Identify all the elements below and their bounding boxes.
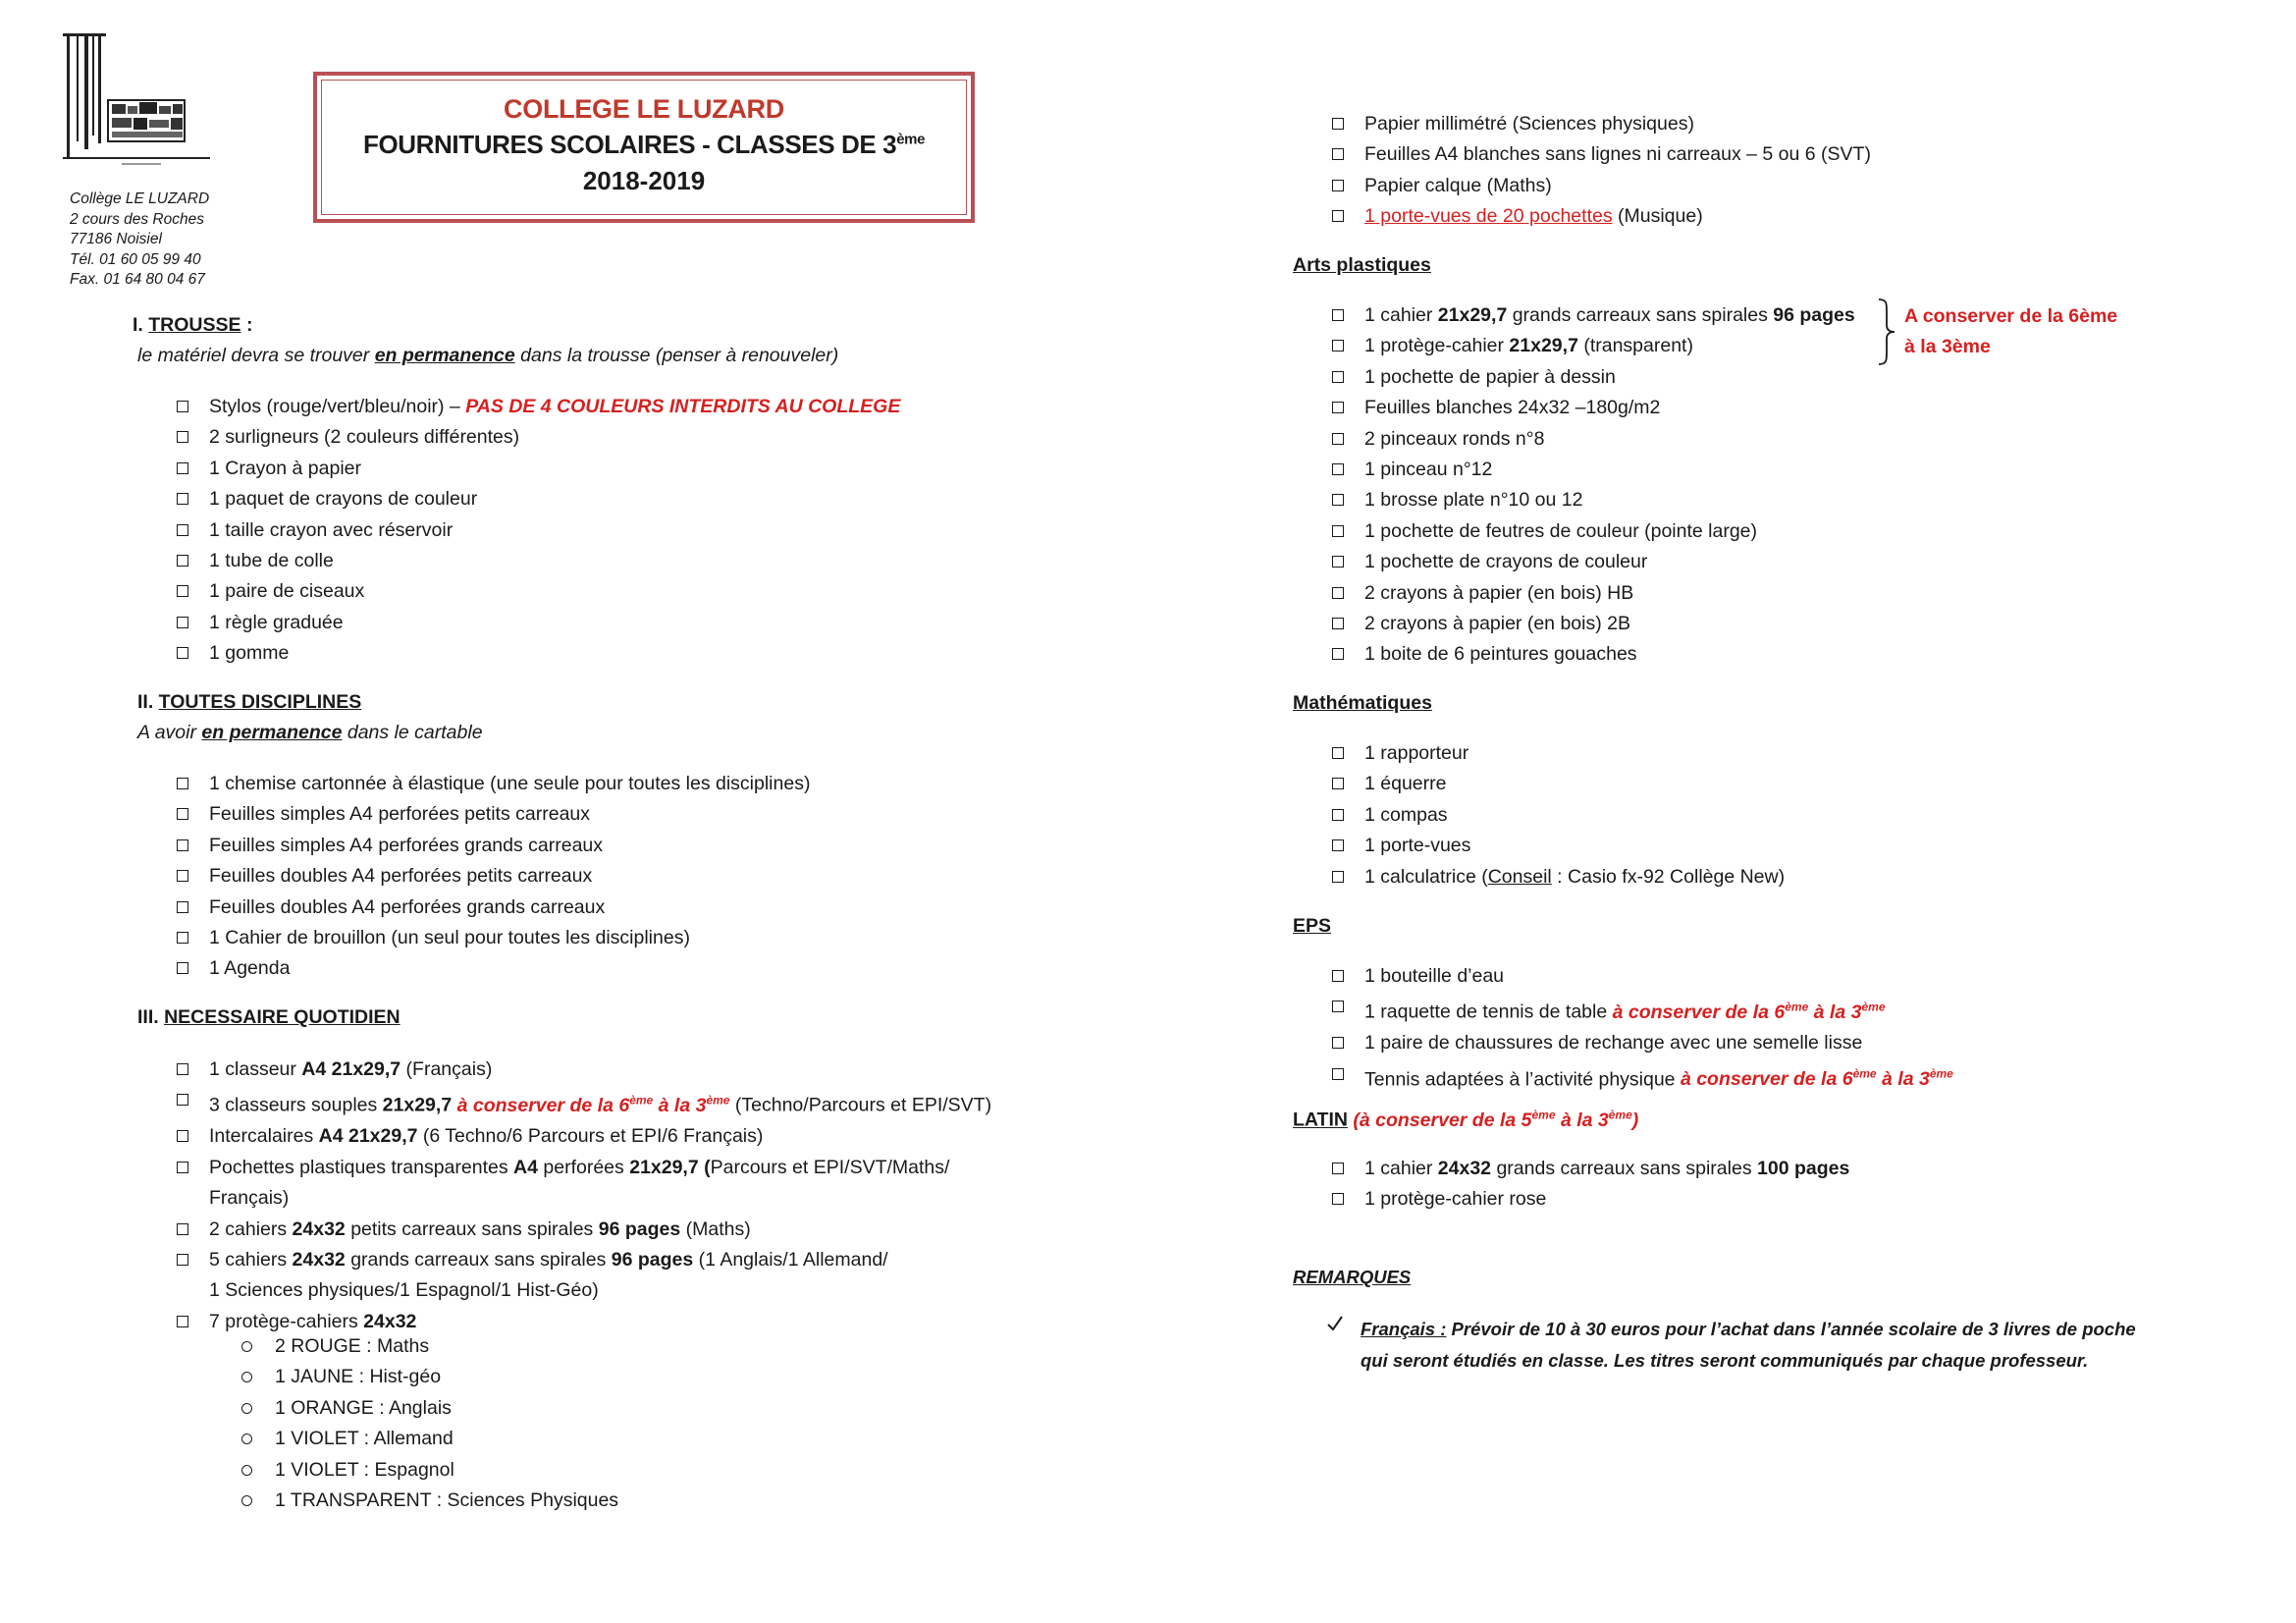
arts-plastiques-list xyxy=(1332,300,1855,671)
checkbox[interactable] xyxy=(1332,1001,1344,1012)
keep-note-line: à la 3ème xyxy=(1904,336,1991,358)
item-format: 24x32 xyxy=(292,1217,346,1240)
item-pages: 96 pages xyxy=(598,1217,681,1240)
list-item xyxy=(177,1055,991,1085)
item-text: 1 tube de colle xyxy=(209,550,334,572)
item-text: Feuilles simples A4 perforées grands carreaux xyxy=(209,834,604,856)
item-format: 24x32 xyxy=(1437,1158,1492,1179)
item-text: Intercalaires xyxy=(209,1125,319,1148)
keep-sup: ème xyxy=(1531,1108,1556,1121)
checkbox[interactable] xyxy=(1332,180,1344,191)
keep-sup: ème xyxy=(1861,1000,1886,1014)
item-text: Papier calque (Maths) xyxy=(1364,174,1552,196)
item-text: 2 ROUGE : Maths xyxy=(275,1335,430,1357)
checkmark-icon xyxy=(1327,1314,1343,1333)
school-name: COLLEGE LE LUZARD xyxy=(504,94,784,124)
list-item xyxy=(177,515,900,546)
keep-text: à conserver de la 6 xyxy=(1680,1068,1853,1091)
necessaire-list xyxy=(177,1055,991,1337)
item-format: 24x32 xyxy=(292,1248,346,1271)
item-text: 2 pinceaux ronds n°8 xyxy=(1364,427,1545,450)
checkbox[interactable] xyxy=(177,555,188,567)
item-format: 21x29,7 xyxy=(382,1094,453,1116)
list-item xyxy=(1332,424,1855,455)
item-text: 1 Cahier de brouillon (un seul pour toutes les disciplines) xyxy=(209,927,690,949)
logo-graphic xyxy=(63,33,210,171)
item-text: 1 pinceau n°12 xyxy=(1364,459,1493,481)
circle-bullet-icon xyxy=(241,1341,252,1352)
school-address xyxy=(70,189,209,291)
item-text: Pochettes plastiques transparentes xyxy=(209,1156,514,1178)
subtitle-emphasis: en permanence xyxy=(201,722,343,743)
title-sup: ème xyxy=(896,131,926,148)
checkbox[interactable] xyxy=(1332,148,1344,160)
section-title-latin xyxy=(1293,1108,1638,1132)
item-text: Tennis adaptées à l’activité physique xyxy=(1364,1068,1681,1091)
checkbox[interactable] xyxy=(1332,1163,1344,1174)
checkbox[interactable] xyxy=(177,431,188,443)
item-keep-note xyxy=(1681,1068,1953,1090)
toutes-disciplines-list xyxy=(177,769,810,985)
list-item xyxy=(177,769,810,799)
item-pages: 96 pages xyxy=(1773,304,1855,326)
item-text: 1 bouteille d’eau xyxy=(1364,965,1505,987)
list-item xyxy=(1332,862,1785,893)
sub-list-item xyxy=(241,1362,618,1392)
item-text: perforées xyxy=(537,1156,630,1178)
keep-sup: ème xyxy=(629,1093,654,1108)
keep-note-line: A conserver de la 6ème xyxy=(1904,305,2118,327)
item-text: grands carreaux sans spirales xyxy=(1507,304,1774,326)
item-text: 1 ORANGE : Anglais xyxy=(275,1396,452,1419)
list-item xyxy=(1332,109,1871,139)
item-text: 2 cahiers xyxy=(209,1217,293,1240)
item-text: Feuilles doubles A4 perforées petits carreaux xyxy=(209,865,593,888)
list-item xyxy=(1332,300,1855,331)
item-text: 1 compas xyxy=(1364,803,1448,826)
sub-list-item xyxy=(241,1424,618,1454)
list-item xyxy=(177,893,810,923)
list-item xyxy=(1332,578,1855,609)
subtitle-text: dans la trousse (penser à renouveler) xyxy=(514,345,839,366)
checkbox[interactable] xyxy=(1332,402,1344,413)
item-text: Feuilles doubles A4 perforées grands carreaux xyxy=(209,895,606,918)
item-text: (Maths) xyxy=(680,1217,751,1240)
checkbox[interactable] xyxy=(177,462,188,474)
item-text: : Casio fx-92 Collège New) xyxy=(1551,865,1786,888)
checkbox[interactable] xyxy=(1332,371,1344,383)
sub-list-item xyxy=(241,1486,618,1516)
remarque-text xyxy=(1361,1314,2205,1377)
sub-list-item xyxy=(241,1331,618,1362)
list-item xyxy=(177,576,900,607)
item-text: Feuilles blanches 24x32 –180g/m2 xyxy=(1364,397,1661,419)
list-item xyxy=(1332,362,1855,393)
checkbox[interactable] xyxy=(1332,340,1344,352)
item-text: 1 TRANSPARENT : Sciences Physiques xyxy=(275,1489,619,1512)
list-item xyxy=(1332,455,1855,485)
school-year: 2018-2019 xyxy=(582,166,706,195)
keep-sup: ème xyxy=(1929,1066,1953,1081)
checkbox[interactable] xyxy=(177,401,188,412)
eps-list xyxy=(1332,961,1953,1096)
school-logo xyxy=(63,33,210,171)
section-title-text: Arts plastiques xyxy=(1293,254,1431,276)
list-item xyxy=(1332,1059,1953,1096)
list-item xyxy=(177,1153,991,1215)
school-info-line: Collège LE LUZARD xyxy=(70,190,210,207)
list-item xyxy=(177,1085,991,1121)
item-link-text: 1 porte-vues de 20 pochettes xyxy=(1364,205,1613,228)
section-title-suffix: : xyxy=(240,314,253,336)
subtitle-text: dans le cartable xyxy=(342,722,483,743)
item-text: (transparent) xyxy=(1577,335,1693,357)
item-text: 1 VIOLET : Allemand xyxy=(275,1428,454,1450)
item-text: 1 paquet de crayons de couleur xyxy=(209,488,478,511)
checkbox[interactable] xyxy=(177,1094,188,1106)
section-title-text: TOUTES DISCIPLINES xyxy=(158,691,362,713)
keep-sup: ème xyxy=(1785,1000,1809,1014)
checkbox[interactable] xyxy=(177,617,188,628)
school-info-line: Fax. 01 64 80 04 67 xyxy=(70,271,205,289)
item-text: 1 cahier xyxy=(1364,304,1438,326)
item-text: 1 gomme xyxy=(209,642,290,665)
item-text: 1 règle graduée xyxy=(209,611,344,633)
list-item xyxy=(177,831,810,861)
section-title-text: NECESSAIRE QUOTIDIEN xyxy=(164,1006,400,1028)
checkbox[interactable] xyxy=(177,1316,188,1327)
checkbox[interactable] xyxy=(1332,210,1344,222)
item-format: 21x29,7 xyxy=(1437,304,1508,326)
item-text: (Français) xyxy=(400,1058,493,1080)
item-text: 1 JAUNE : Hist-géo xyxy=(275,1366,442,1388)
item-pages: 96 pages xyxy=(611,1248,694,1271)
item-text: grands carreaux sans spirales xyxy=(1491,1158,1757,1179)
item-text: 1 protège-cahier rose xyxy=(1364,1188,1547,1211)
checkbox[interactable] xyxy=(1332,970,1344,982)
list-item xyxy=(1332,393,1855,423)
checkbox[interactable] xyxy=(177,808,188,820)
keep-sup: ème xyxy=(1852,1066,1877,1081)
list-item xyxy=(1332,547,1855,577)
checkbox[interactable] xyxy=(1332,463,1344,475)
list-item xyxy=(177,861,810,892)
section-title-mathematiques xyxy=(1293,692,1432,715)
section-number: I. xyxy=(133,314,149,336)
section-title-text: EPS xyxy=(1293,915,1332,937)
keep-sup: ème xyxy=(1608,1108,1632,1121)
item-text: (1 Anglais/1 Allemand/ xyxy=(693,1248,888,1271)
section-title-text: Mathématiques xyxy=(1293,692,1432,714)
item-text: 2 crayons à papier (en bois) HB xyxy=(1364,581,1634,604)
school-info-line: 77186 Noisiel xyxy=(70,231,162,248)
list-item xyxy=(1332,171,1871,201)
checkbox[interactable] xyxy=(177,493,188,505)
section-title-toutes-disciplines xyxy=(137,691,361,714)
checkbox[interactable] xyxy=(1332,433,1344,445)
section-subtitle-trousse xyxy=(137,345,838,367)
keep-text: à la 3 xyxy=(1876,1068,1930,1091)
item-text: 1 équerre xyxy=(1364,773,1447,795)
item-text: Feuilles A4 blanches sans lignes ni carreaux – 5 ou 6 (SVT) xyxy=(1364,143,1871,166)
list-item xyxy=(1332,1184,1849,1215)
title-box xyxy=(313,72,975,223)
item-text: grands carreaux sans spirales xyxy=(345,1248,612,1271)
school-info-line: Tél. 01 60 05 99 40 xyxy=(70,250,201,268)
keep-text: ) xyxy=(1631,1109,1639,1131)
page-title xyxy=(322,130,966,160)
checkbox[interactable] xyxy=(177,524,188,536)
item-keep-note xyxy=(452,1095,729,1116)
remarque-line: Prévoir de 10 à 30 euros pour l’achat dans l’année scolaire de 3 livres de poche xyxy=(1446,1319,2136,1339)
item-text: 7 protège-cahiers xyxy=(209,1310,364,1332)
checkbox[interactable] xyxy=(177,932,188,944)
list-item xyxy=(1332,961,1953,992)
item-format: A4 21x29,7 xyxy=(318,1125,418,1148)
list-item xyxy=(1332,769,1785,799)
section-title-necessaire xyxy=(137,1006,400,1029)
item-text: 2 surligneurs (2 couleurs différentes) xyxy=(209,426,520,449)
checkbox[interactable] xyxy=(177,778,188,789)
item-text: 1 rapporteur xyxy=(1364,742,1469,764)
item-text: 1 cahier xyxy=(1364,1158,1438,1179)
curly-brace-icon xyxy=(1875,298,1898,366)
item-text: 1 protège-cahier xyxy=(1364,335,1510,357)
keep-text: (à conserver de la 5 xyxy=(1353,1109,1532,1131)
latin-keep-note xyxy=(1353,1109,1638,1131)
list-item xyxy=(177,1215,991,1245)
item-text: 1 calculatrice ( xyxy=(1364,865,1488,888)
checkbox[interactable] xyxy=(1332,525,1344,537)
item-text: 5 cahiers xyxy=(209,1248,293,1271)
list-item xyxy=(177,799,810,830)
list-item xyxy=(177,392,900,422)
item-text: Papier millimétré (Sciences physiques) xyxy=(1364,113,1694,135)
keep-sup: ème xyxy=(706,1093,730,1108)
checkbox[interactable] xyxy=(177,870,188,882)
list-item xyxy=(177,484,900,514)
checkbox[interactable] xyxy=(177,1223,188,1235)
list-item xyxy=(177,454,900,484)
checkbox[interactable] xyxy=(177,647,188,659)
item-text: 3 classeurs souples xyxy=(209,1094,383,1116)
item-text: 1 chemise cartonnée à élastique (une seule pour toutes les disciplines) xyxy=(209,773,811,794)
list-item xyxy=(177,422,900,453)
checkbox[interactable] xyxy=(1332,556,1344,568)
list-item xyxy=(1332,1154,1849,1184)
item-text: 1 pochette de crayons de couleur xyxy=(1364,551,1648,573)
checkbox[interactable] xyxy=(1332,778,1344,789)
list-item xyxy=(1332,992,1953,1028)
item-text: (6 Techno/6 Parcours et EPI/6 Français) xyxy=(417,1125,764,1148)
section-title-text: LATIN xyxy=(1293,1109,1348,1131)
section-number: II. xyxy=(137,691,159,713)
list-item xyxy=(177,953,810,984)
title-inner-frame xyxy=(321,80,967,215)
checkbox[interactable] xyxy=(1332,618,1344,629)
list-item xyxy=(1332,331,1855,361)
list-item xyxy=(1332,831,1785,861)
subtitle-text: A avoir xyxy=(137,722,202,743)
section-title-trousse xyxy=(133,314,252,337)
checkbox[interactable] xyxy=(1332,1068,1344,1080)
checkbox[interactable] xyxy=(177,1130,188,1142)
item-text: 1 porte-vues xyxy=(1364,835,1471,857)
checkbox[interactable] xyxy=(177,839,188,851)
list-item xyxy=(1332,139,1871,170)
checkbox[interactable] xyxy=(1332,809,1344,821)
item-text: 1 brosse plate n°10 ou 12 xyxy=(1364,489,1583,512)
checkbox[interactable] xyxy=(1332,1037,1344,1049)
section-number: III. xyxy=(137,1006,165,1028)
item-advice: Conseil xyxy=(1487,865,1552,888)
list-item xyxy=(1332,639,1855,670)
list-item xyxy=(1332,201,1871,232)
remarques-title: REMARQUES xyxy=(1293,1267,1412,1287)
right-top-list xyxy=(1332,109,1871,233)
item-text: 1 raquette de tennis de table xyxy=(1364,1001,1613,1023)
item-format: 21x29,7 xyxy=(1509,335,1578,357)
list-item xyxy=(1332,609,1855,639)
item-text: 1 taille crayon avec réservoir xyxy=(209,518,454,541)
checkbox[interactable] xyxy=(1332,118,1344,130)
list-item xyxy=(1332,1028,1953,1058)
item-text: 1 paire de ciseaux xyxy=(209,580,365,603)
checkbox[interactable] xyxy=(1332,871,1344,883)
item-keep-note xyxy=(1613,1001,1886,1023)
checkbox[interactable] xyxy=(1332,587,1344,599)
item-text: (Techno/Parcours et EPI/SVT) xyxy=(729,1094,992,1116)
item-warning: PAS DE 4 COULEURS INTERDITS AU COLLEGE xyxy=(465,396,901,417)
item-format: 21x29,7 ( xyxy=(629,1156,711,1178)
item-format: 24x32 xyxy=(363,1310,417,1332)
list-item xyxy=(177,923,810,953)
list-item xyxy=(177,546,900,576)
checkbox[interactable] xyxy=(177,585,188,597)
item-text: 1 pochette de papier à dessin xyxy=(1364,365,1616,388)
item-text: (Musique) xyxy=(1612,205,1703,228)
school-info-line: 2 cours des Roches xyxy=(70,210,204,228)
item-text: 1 Agenda xyxy=(209,957,291,980)
section-subtitle-toutes-disciplines xyxy=(137,722,483,744)
list-item xyxy=(1332,516,1855,547)
checkbox[interactable] xyxy=(177,1162,188,1173)
sub-list-item xyxy=(241,1393,618,1424)
remarque-line: qui seront étudiés en classe. Les titres seront communiqués par chaque professeur. xyxy=(1361,1350,2089,1371)
sub-list-item xyxy=(241,1455,618,1486)
list-item xyxy=(1332,738,1785,769)
checkbox[interactable] xyxy=(1332,648,1344,660)
remarque-label: Français : xyxy=(1361,1319,1447,1339)
item-text: Parcours et EPI/SVT/Maths/ xyxy=(710,1156,950,1178)
section-title-text: TROUSSE xyxy=(148,314,241,336)
list-item xyxy=(177,1121,991,1152)
arts-keep-note xyxy=(1904,301,2117,363)
checkbox[interactable] xyxy=(1332,309,1344,321)
checkbox[interactable] xyxy=(177,1254,188,1266)
item-format: A4 xyxy=(513,1156,538,1178)
keep-text: à la 3 xyxy=(1808,1001,1862,1023)
keep-text: à conserver de la 6 xyxy=(1612,1001,1786,1023)
checkbox[interactable] xyxy=(1332,839,1344,851)
item-text: 1 Crayon à papier xyxy=(209,457,362,479)
list-item xyxy=(177,608,900,638)
item-text: 1 paire de chaussures de rechange avec une semelle lisse xyxy=(1364,1032,1863,1055)
list-item xyxy=(1332,800,1785,831)
item-text: Stylos (rouge/vert/bleu/noir) – xyxy=(209,396,466,417)
item-text: petits carreaux sans spirales xyxy=(345,1217,599,1240)
keep-text: à la 3 xyxy=(1555,1109,1609,1131)
checkbox[interactable] xyxy=(177,901,188,913)
item-text: 1 VIOLET : Espagnol xyxy=(275,1458,454,1481)
subtitle-emphasis: en permanence xyxy=(374,345,515,366)
protege-cahiers-sublist xyxy=(241,1331,618,1516)
checkbox[interactable] xyxy=(1332,1193,1344,1205)
checkbox[interactable] xyxy=(1332,747,1344,759)
item-text: 2 crayons à papier (en bois) 2B xyxy=(1364,613,1630,635)
item-text: 1 pochette de feutres de couleur (pointe large) xyxy=(1364,519,1758,542)
circle-bullet-icon xyxy=(241,1372,252,1382)
latin-list xyxy=(1332,1154,1849,1216)
item-text: 1 classeur xyxy=(209,1058,302,1080)
subtitle-text: le matériel devra se trouver xyxy=(137,345,375,366)
keep-text: à la 3 xyxy=(653,1094,707,1116)
checkbox[interactable] xyxy=(177,1063,188,1075)
circle-bullet-icon xyxy=(241,1465,252,1476)
item-text: Feuilles simples A4 perforées petits carreaux xyxy=(209,803,591,826)
item-text: 1 boite de 6 peintures gouaches xyxy=(1364,643,1637,666)
item-text-continuation: 1 Sciences physiques/1 Espagnol/1 Hist-Géo) xyxy=(209,1279,599,1302)
circle-bullet-icon xyxy=(241,1403,252,1414)
item-pages: 100 pages xyxy=(1757,1158,1850,1179)
list-item xyxy=(177,638,900,669)
title-text: FOURNITURES SCOLAIRES - CLASSES DE 3 xyxy=(362,130,897,159)
list-item xyxy=(1332,485,1855,515)
item-format: A4 21x29,7 xyxy=(301,1058,401,1080)
keep-text: à conserver de la 6 xyxy=(452,1094,630,1116)
circle-bullet-icon xyxy=(241,1434,252,1444)
trousse-list xyxy=(177,392,900,670)
checkbox[interactable] xyxy=(1332,494,1344,506)
section-title-eps xyxy=(1293,915,1331,938)
section-title-arts-plastiques xyxy=(1293,254,1431,277)
circle-bullet-icon xyxy=(241,1495,252,1506)
item-text-continuation: Français) xyxy=(209,1187,290,1210)
checkbox[interactable] xyxy=(177,962,188,974)
mathematiques-list xyxy=(1332,738,1785,893)
list-item xyxy=(177,1245,991,1307)
